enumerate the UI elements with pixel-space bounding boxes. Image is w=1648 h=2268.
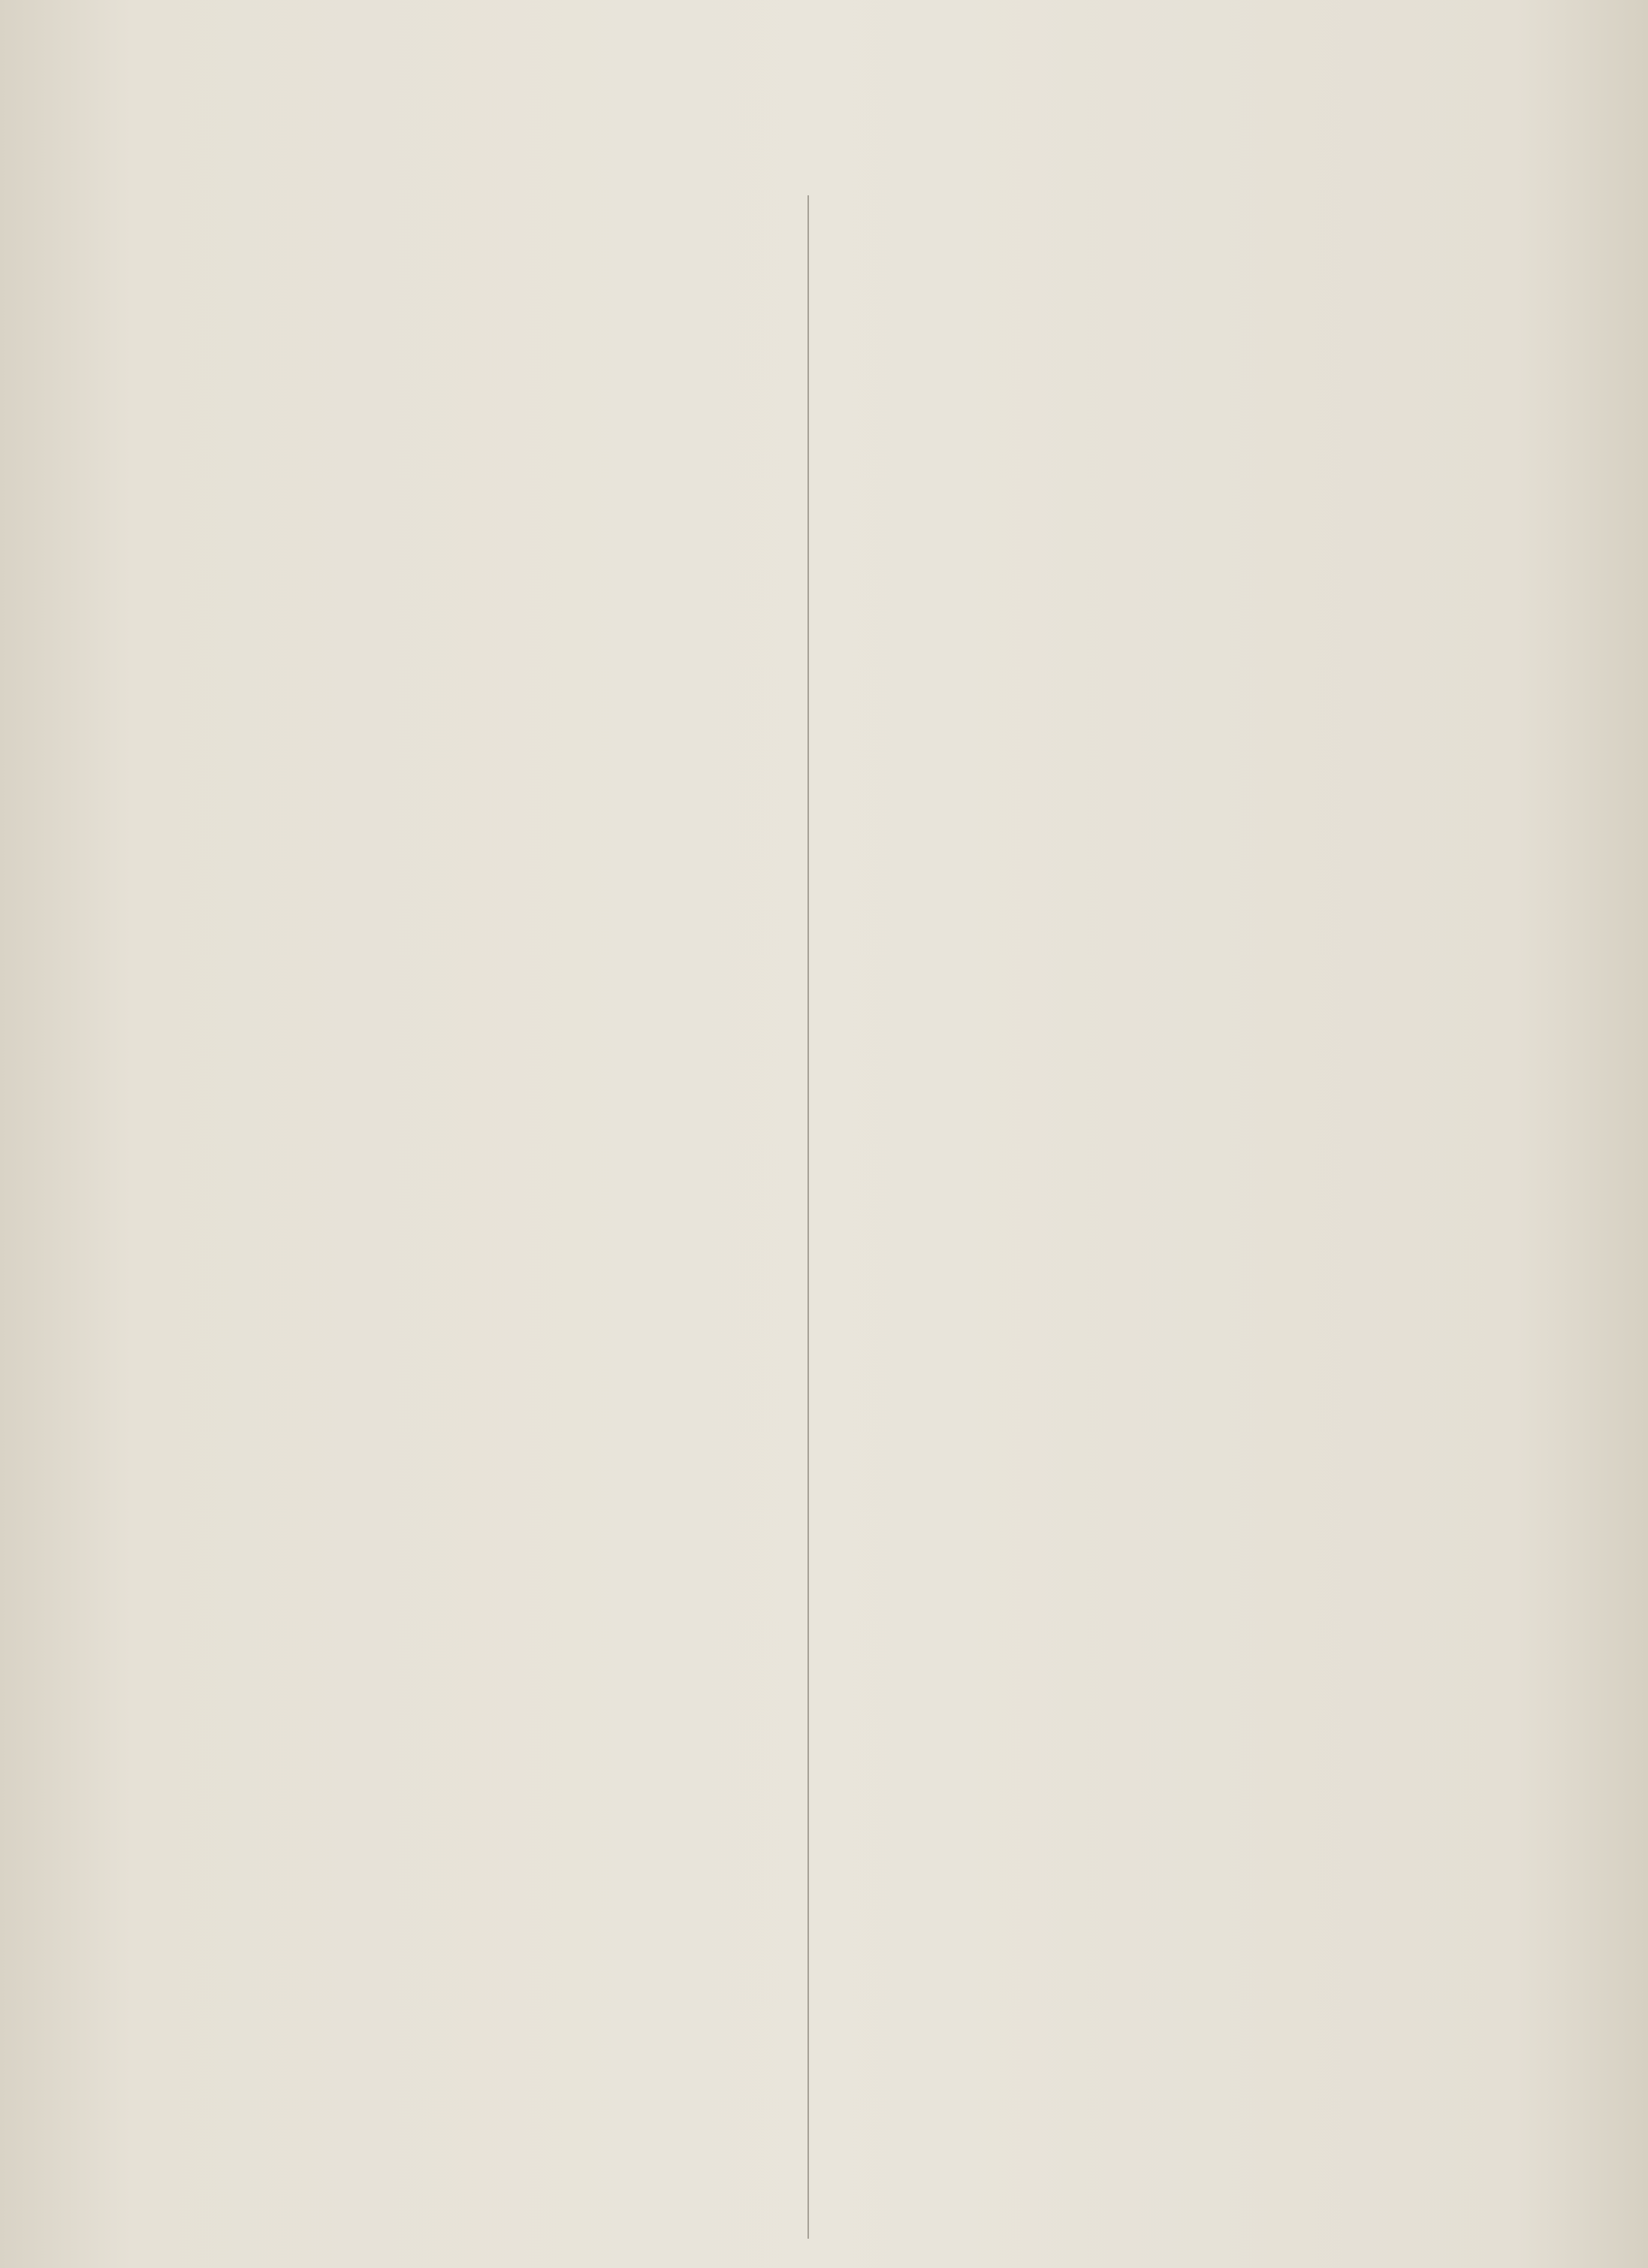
- page-header: [0, 113, 1648, 180]
- left-column: [150, 184, 796, 2257]
- right-column: [819, 184, 1465, 2257]
- column-rule: [807, 195, 809, 2239]
